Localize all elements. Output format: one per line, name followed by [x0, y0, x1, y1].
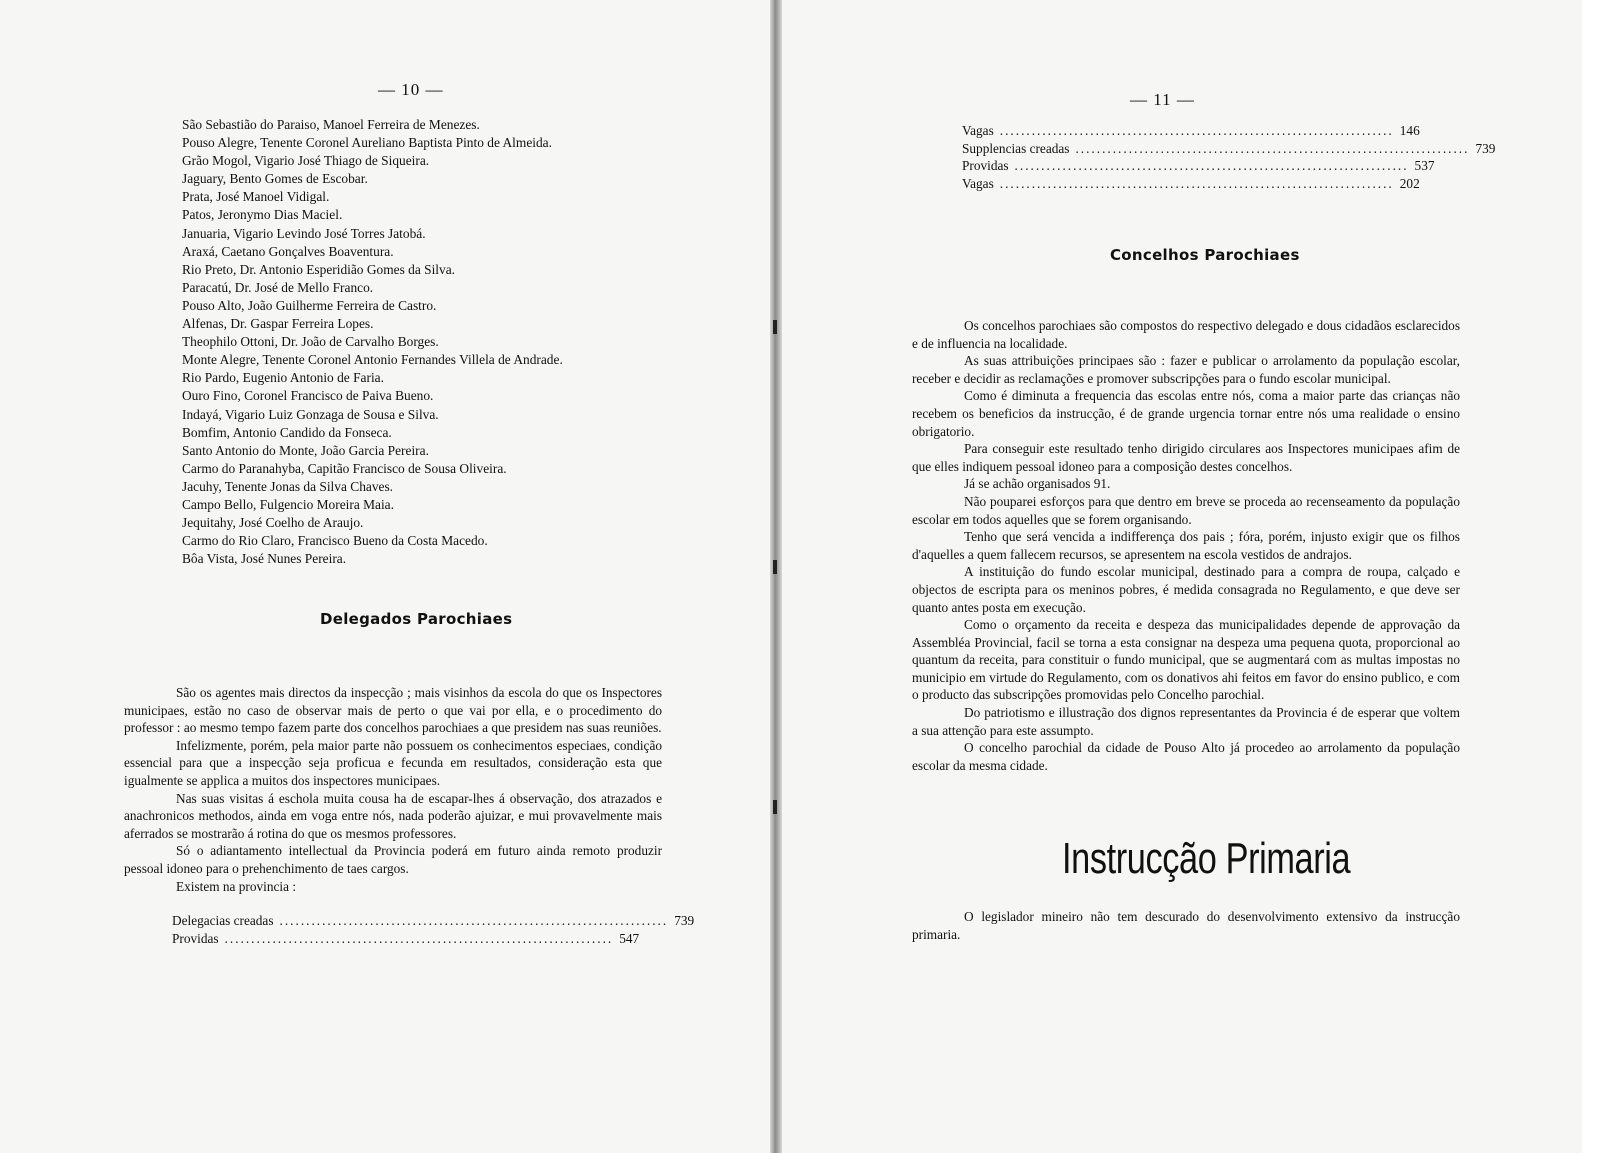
page-number: — 11 —	[1130, 90, 1195, 109]
list-item: Ouro Fino, Coronel Francisco de Paiva Bueno.	[182, 388, 434, 404]
section-heading: Delegados Parochiaes	[320, 610, 513, 628]
binding-stitch	[773, 320, 777, 334]
paragraph: Infelizmente, porém, pela maior parte não possuem os conhecimentos especiaes, condição essencial para que a inspecção seja proficua e fecunda em resultados, consideração esta que igualmente se applica a muitos dos inspectores municipaes.	[124, 737, 662, 788]
list-item: Jaguary, Bento Gomes de Escobar.	[182, 171, 368, 187]
list-item: Paracatú, Dr. José de Mello Franco.	[182, 279, 374, 295]
list-item: Araxá, Caetano Gonçalves Boaventura.	[182, 243, 394, 259]
paragraph: O concelho parochial da cidade de Pouso Alto já procedeo ao arrolamento da população escolar da mesma cidade.	[912, 740, 1460, 773]
paragraph: Do patriotismo e illustração dos dignos representantes da Provincia é de esperar que voltem a sua attenção para este assumpto.	[912, 705, 1460, 738]
stat-row	[172, 930, 640, 948]
list-item: Santo Antonio do Monte, João Garcia Pereira.	[182, 442, 429, 458]
stat-label: Providas	[962, 158, 1009, 173]
list-item: Pouso Alto, João Guilherme Ferreira de Castro.	[182, 297, 437, 313]
list-item: Januaria, Vigario Levindo José Torres Jatobá.	[182, 225, 426, 241]
delegacias-stats	[172, 912, 695, 948]
paragraph: São os agentes mais directos da inspecção ; mais visinhos da escola do que os Inspectores municipaes, estão no caso de observar mais de perto o que vai por ella, e o procedimento do professor : ao mesmo tempo fazem parte dos concelhos parochiaes a que presidem nas suas reuniões.	[124, 685, 662, 736]
paragraph: Tenho que será vencida a indifferença dos pais ; fóra, porém, injusto exigir que os filhos d'aquelles a quem fallecem recursos, se apresentem na escola vestidos de andrajos.	[912, 529, 1460, 562]
binding-stitch	[773, 560, 777, 574]
paragraph: Existem na provincia :	[176, 878, 297, 894]
stat-label: Vagas	[962, 123, 994, 138]
leader-dots: ..........................................................................	[1014, 158, 1409, 173]
stat-value: 739	[1475, 140, 1496, 156]
list-item: Patos, Jeronymo Dias Maciel.	[182, 207, 343, 223]
stat-row	[962, 122, 1420, 140]
stat-value: 547	[619, 931, 640, 946]
list-item: Rio Preto, Dr. Antonio Esperidião Gomes da Silva.	[182, 261, 455, 277]
list-item: Pouso Alegre, Tenente Coronel Aureliano Baptista Pinto de Almeida.	[182, 135, 552, 151]
paragraph: Como é diminuta a frequencia das escolas entre nós, coma a maior parte das crianças não recebem os beneficios da instrucção, é de grande urgencia tornar entre nós uma realidade o ensino obrigatorio.	[912, 388, 1460, 439]
delegates-list	[182, 116, 563, 568]
right-margin	[1582, 0, 1600, 1153]
leader-dots: ..........................................................................	[999, 175, 1394, 191]
stat-label: Delegacias creadas	[172, 913, 274, 928]
left-page	[0, 0, 770, 1153]
stat-value: 739	[674, 913, 695, 928]
list-item: Grão Mogol, Vigario José Thiago de Siqueira.	[182, 153, 430, 169]
leader-dots: .........................................................................	[224, 931, 614, 946]
leader-dots: ..........................................................................	[999, 123, 1394, 138]
stat-label: Supplencias creadas	[962, 140, 1070, 156]
binding-stitch	[773, 800, 777, 814]
list-item: Rio Pardo, Eugenio Antonio de Faria.	[182, 370, 384, 386]
stat-row	[172, 912, 695, 930]
paragraph: Os concelhos parochiaes são compostos do respectivo delegado e dous cidadãos esclarecidos e de influencia na localidade.	[912, 318, 1460, 351]
paragraph: Não pouparei esforços para que dentro em breve se proceda ao recenseamento da população escolar em todos aquelles que se forem organisando.	[912, 493, 1460, 527]
paragraph: Nas suas visitas á eschola muita cousa ha de escapar-lhes á observação, dos atrazados e anachronicos methodos, ainda em voga entre nós, nada poderão ajuizar, e mui provavelmente mais aferrados se mostrarão á rotina do que os mesmos professores.	[124, 790, 662, 841]
paragraph: Já se achão organisados 91.	[964, 476, 1111, 492]
section-heading: Concelhos Parochiaes	[1110, 246, 1300, 264]
list-item: Campo Bello, Fulgencio Moreira Maia.	[182, 496, 394, 512]
paragraph: A instituição do fundo escolar municipal, destinado para a compra de roupa, calçado e objectos de escripta para os meninos pobres, é medida consagrada no Regulamento, e que deve ser quanto antes posta em execução.	[912, 564, 1460, 615]
book-gutter	[770, 0, 782, 1153]
list-item: Theophilo Ottoni, Dr. João de Carvalho Borges.	[182, 334, 439, 350]
page-number: — 10 —	[378, 80, 444, 99]
paragraph: Para conseguir este resultado tenho dirigido circulares aos Inspectores municipaes afim de que elles indiquem pessoal idoneo para a composição destes concelhos.	[912, 441, 1460, 474]
stat-row	[962, 175, 1420, 193]
stat-value: 202	[1399, 175, 1420, 191]
list-item: Indayá, Vigario Luiz Gonzaga de Sousa e Silva.	[182, 406, 439, 422]
list-item: Bomfim, Antonio Candido da Fonseca.	[182, 424, 392, 440]
stat-label: Vagas	[962, 175, 994, 191]
list-item: Jequitahy, José Coelho de Araujo.	[182, 515, 364, 531]
stat-value: 146	[1399, 123, 1420, 138]
list-item: Jacuhy, Tenente Jonas da Silva Chaves.	[182, 478, 394, 494]
list-item: Alfenas, Dr. Gaspar Ferreira Lopes.	[182, 316, 374, 332]
closing-paragraph	[912, 908, 1460, 943]
paragraph: As suas attribuições principaes são : fazer e publicar o arrolamento da população escolar, receber e decidir as reclamações e promover subscripções para o fundo escolar municipal.	[912, 353, 1460, 386]
right-page	[782, 0, 1582, 1153]
big-title: Instrucção Primaria	[1062, 834, 1351, 883]
list-item: Carmo do Rio Claro, Francisco Bueno da Costa Macedo.	[182, 533, 488, 549]
stat-label: Providas	[172, 931, 219, 946]
list-item: Carmo do Paranahyba, Capitão Francisco de Sousa Oliveira.	[182, 460, 507, 476]
paragraph: Como o orçamento da receita e despeza das municipalidades depende de approvação da Assembléa Provincial, facil se torna a esta consignar na despeza uma pequena quota, proporcional ao quantum da receita, para constituir o fundo municipal, que se augmentará com as multas impostas no municipio em virtude do Regulamento, com os donativos ahi feitos em favor do ensino publico, e com o producto das subscripções promovidas pelo Concelho parochial.	[912, 617, 1460, 703]
stat-value: 537	[1414, 158, 1435, 173]
leader-dots: .........................................................................	[279, 913, 669, 928]
list-item: Bôa Vista, José Nunes Pereira.	[182, 551, 347, 567]
paragraph: Só o adiantamento intellectual da Provincia poderá em futuro ainda remoto produzir pessoal idoneo para o prehenchimento de taes cargos.	[124, 843, 662, 876]
list-item: Prata, José Manoel Vidigal.	[182, 189, 330, 205]
stat-row	[962, 140, 1496, 158]
left-body-text	[124, 684, 662, 895]
list-item: São Sebastião do Paraiso, Manoel Ferreira de Menezes.	[182, 117, 480, 132]
paragraph: O legislador mineiro não tem descurado do desenvolvimento extensivo da instrucção primaria.	[912, 909, 1460, 942]
stat-row	[962, 157, 1435, 175]
right-body-text	[912, 317, 1460, 774]
leader-dots: ..........................................................................	[1075, 140, 1470, 156]
supplencias-stats	[962, 122, 1496, 192]
list-item: Monte Alegre, Tenente Coronel Antonio Fernandes Villela de Andrade.	[182, 352, 563, 368]
